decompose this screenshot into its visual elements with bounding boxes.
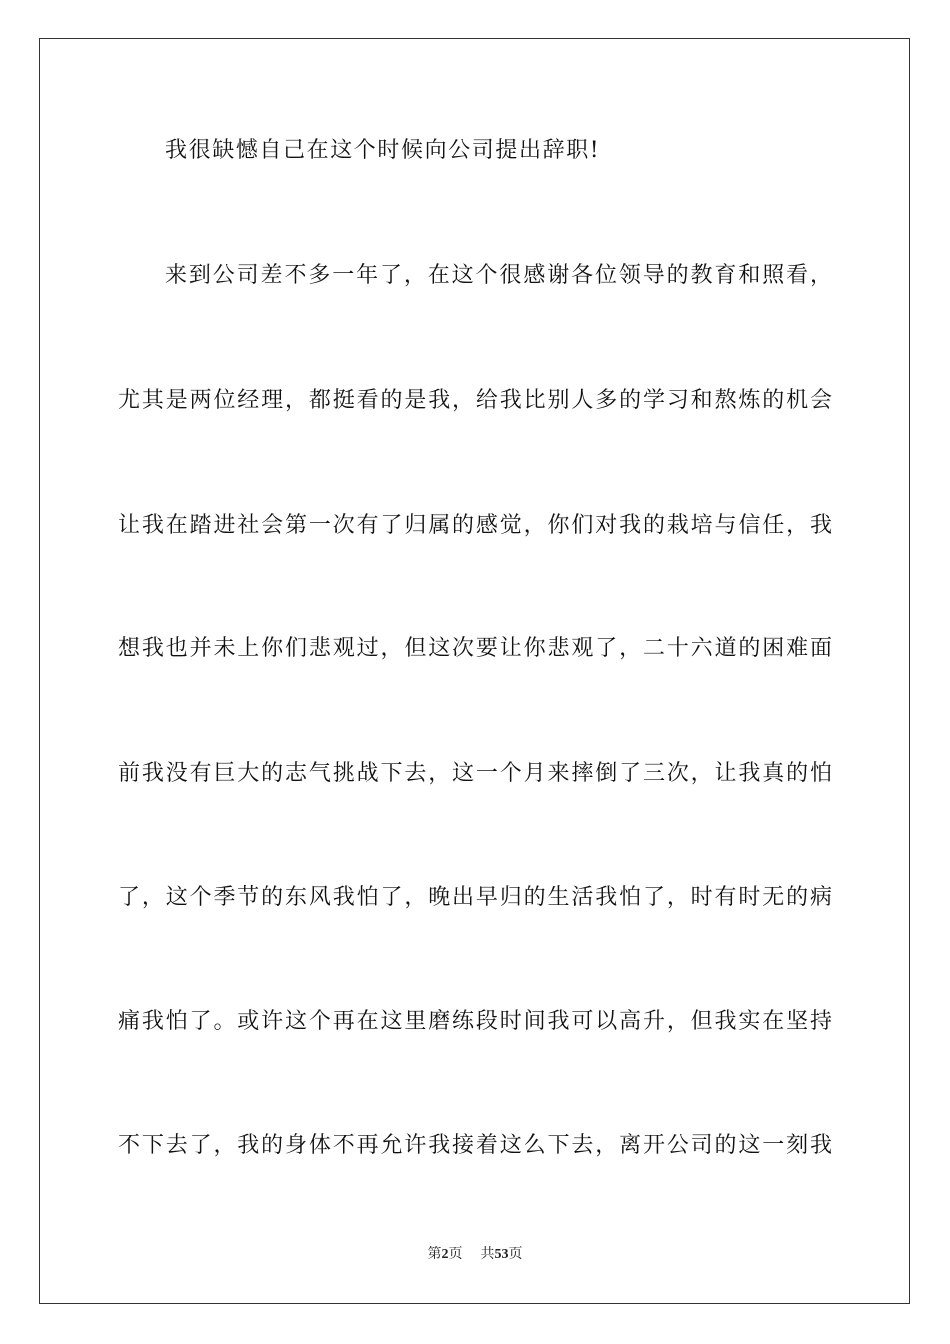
- paragraph-line-5: 想我也并未上你们悲观过，但这次要让你悲观了，二十六道的困难面: [118, 636, 832, 661]
- paragraph-line-9: 不下去了，我的身体不再允许我接着这么下去，离开公司的这一刻我: [118, 1133, 832, 1158]
- paragraph-line-4: 让我在踏进社会第一次有了归属的感觉，你们对我的栽培与信任，我: [118, 513, 832, 538]
- page-footer: [0, 1244, 950, 1265]
- total-prefix: 共: [480, 1246, 495, 1262]
- page-suffix: 页: [448, 1246, 463, 1262]
- paragraph-line-6: 前我没有巨大的志气挑战下去，这一个月来摔倒了三次，让我真的怕: [118, 761, 832, 786]
- paragraph-line-3: 尤其是两位经理，都挺看的是我，给我比别人多的学习和熬炼的机会: [118, 388, 832, 413]
- paragraph-line-2: 来到公司差不多一年了，在这个很感谢各位领导的教育和照看，: [165, 263, 832, 288]
- page-number: 2: [441, 1247, 449, 1262]
- page-border: [39, 38, 910, 1304]
- paragraph-line-7: 了，这个季节的东风我怕了，晚出早归的生活我怕了，时有时无的病: [118, 885, 832, 910]
- total-pages: 53: [494, 1247, 509, 1262]
- page-prefix: 第: [427, 1246, 442, 1262]
- total-suffix: 页: [508, 1246, 523, 1262]
- paragraph-line-1: 我很缺憾自己在这个时候向公司提出辞职!: [165, 138, 601, 163]
- paragraph-line-8: 痛我怕了。或许这个再在这里磨练段时间我可以高升，但我实在坚持: [118, 1009, 832, 1034]
